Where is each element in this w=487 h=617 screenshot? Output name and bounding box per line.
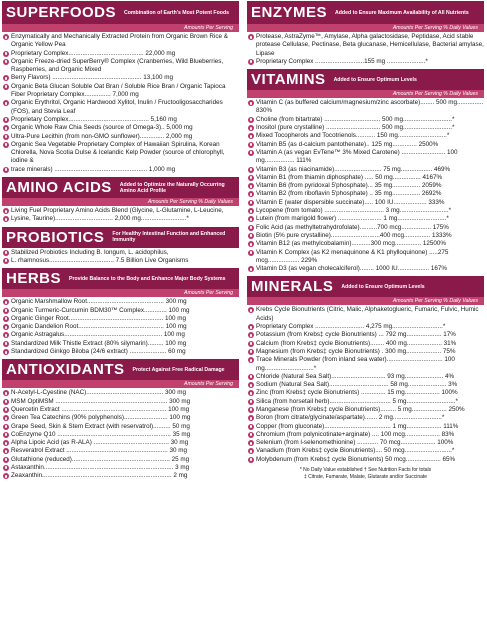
item-text: Organic Marshmallow Root............................................ 300 mg — [11, 298, 187, 306]
item-text: Krebs Cycle Bionutrients (Citric, Malic, Alphaketoglueric, Fumaric, Fulvic, Humic Acids) — [256, 306, 479, 322]
item-text: Folic Acid (as methyltetrahydrofolate)..........700 mcg................. 175% — [256, 223, 449, 231]
list-item — [2, 331, 239, 339]
item-text: Lycopene (from tomato) .................................. 3 mg............................* — [256, 207, 452, 215]
list-item — [247, 215, 484, 223]
bullet-icon — [3, 258, 9, 264]
antioxidants-bar: Amounts Per Serving — [2, 380, 239, 388]
list-item — [247, 306, 484, 323]
item-text: Vitamin D3 (as vegan cholecalciferol)........ 1000 IU.................. 167% — [256, 265, 447, 273]
bullet-icon — [3, 250, 9, 256]
bullet-icon — [3, 457, 9, 463]
vitamins-header — [247, 69, 484, 90]
item-text: Zinc (from Krebs‡ cycle Bionutrients) .............. 15 mg.................... 100% — [256, 389, 458, 397]
list-item — [247, 149, 484, 166]
minerals-title: MINERALS — [251, 278, 334, 296]
bullet-icon — [3, 142, 9, 148]
item-text: Organic Freeze-dried SuperBerry® Complex (Cranberries, Wild Blueberries, Raspberries, and Organic Mixed — [11, 57, 224, 74]
minerals-header — [247, 276, 484, 297]
item-text: Biotin (5% pure crystalline)............................400 mcg............... 1333% — [256, 231, 452, 239]
list-item — [2, 423, 239, 431]
item-text: Protease, AstraZyme™, Amylase, Alpha galactosidase, Peptidase, Acid stable protease Cellulase, Pectinase, Beta glucanase, Hemicellulase, Bacterial amylase, Lipase — [256, 33, 484, 57]
bullet-icon — [3, 59, 9, 65]
bullet-icon — [3, 341, 9, 347]
bullet-icon — [248, 125, 254, 131]
bullet-icon — [3, 51, 9, 57]
list-item — [2, 447, 239, 455]
list-item — [2, 249, 239, 257]
list-item — [2, 472, 239, 480]
item-text: Enzymatically and Mechanically Extracted Protein from Organic Brown Rice & Organic Yellow Pea — [11, 33, 228, 49]
bullet-icon — [248, 59, 254, 65]
bullet-icon — [3, 440, 9, 446]
list-item — [2, 398, 239, 406]
bullet-icon — [248, 241, 254, 247]
item-text: Vitamin B6 (from pyridoxal 5'phosphate)... 35 mg................ 2059% — [256, 182, 442, 190]
bullet-icon — [3, 299, 9, 305]
right-column — [247, 0, 484, 480]
item-text: Organic Erythritol, Organic Hardwood Xylitol, Inulin / Fructooligosaccharides (FOS), and Stevia Leaf — [11, 99, 223, 115]
list-item — [247, 182, 484, 190]
bullet-icon — [248, 432, 254, 438]
bullet-icon — [3, 407, 9, 413]
item-text: Vitamin B2 (from riboflavin 5'phosphate) .. 35 mg................ 2692% — [256, 190, 442, 198]
minerals-subtitle: Added to Ensure Optimum Levels — [341, 283, 425, 290]
vitamins-bar: Amounts Per Serving % Daily Values — [247, 90, 484, 98]
item-text: Glutathione (reduced)........................................................ 25 mg — [11, 455, 190, 463]
bullet-icon — [3, 34, 9, 40]
list-item — [2, 215, 239, 223]
antioxidants-subtitle: Protect Against Free Radical Damage — [132, 366, 225, 373]
bullet-icon — [248, 324, 254, 330]
bullet-icon — [3, 349, 9, 355]
list-item — [247, 381, 484, 389]
bullet-icon — [248, 424, 254, 430]
probiotics-subtitle: For Healthy Intestinal Function and Enhanced Immunity — [112, 231, 226, 244]
herbs-list — [2, 298, 239, 356]
minerals-bar: Amounts Per Serving % Daily Values — [247, 297, 484, 305]
list-item — [247, 124, 484, 132]
probiotics-header — [2, 227, 239, 248]
item-text: Vanadium (from Krebs‡ cycle Bionutrients).... 50 mcg...........................* — [256, 447, 455, 455]
bullet-icon — [248, 208, 254, 214]
list-item — [247, 132, 484, 140]
bullet-icon — [248, 175, 254, 181]
bullet-icon — [248, 440, 254, 446]
enzymes-subtitle: Added to Ensure Maximum Availability of All Nutrients — [335, 9, 469, 16]
bullet-icon — [248, 407, 254, 413]
item-text: Inositol (pure crystalline) ............................... 500 mg............................* — [256, 124, 455, 132]
item-text: Potassium (from Krebs‡ cycle Bionutrients) ... 792 mg.................... 17% — [256, 331, 456, 339]
item-text: Selenium (from l-selenomethionine) ............ 70 mcg.................... 100% — [256, 439, 454, 447]
bullet-icon — [3, 332, 9, 338]
list-item — [247, 373, 484, 381]
enzymes-title: ENZYMES — [251, 4, 328, 21]
bullet-icon — [248, 332, 254, 338]
list-item — [2, 207, 239, 215]
list-item — [2, 141, 239, 166]
list-item — [247, 207, 484, 215]
item-text: Organic Turmeric-Curcumin BDM30™ Complex............. 100 mg — [11, 306, 190, 314]
bullet-icon — [248, 266, 254, 272]
list-item — [2, 340, 239, 348]
enzymes-list — [247, 33, 484, 66]
item-text: L. rhamnosus..................................... 7.5 Billion Live Organisms — [11, 256, 189, 264]
list-item — [247, 348, 484, 356]
bullet-icon — [248, 357, 254, 363]
list-item — [2, 439, 239, 447]
list-item — [2, 464, 239, 472]
minerals-list — [247, 306, 484, 464]
bullet-icon — [3, 448, 9, 454]
item-text: Resveratrol Extract .......................................................... 30 mg — [11, 447, 188, 455]
bullet-icon — [248, 374, 254, 380]
bullet-icon — [248, 382, 254, 388]
bullet-icon — [3, 465, 9, 471]
item-text: CoEnzyme Q10 ................................................................. 35 mg — [11, 430, 191, 438]
bullet-icon — [248, 225, 254, 231]
list-item — [247, 414, 484, 422]
list-item — [2, 307, 239, 315]
list-item — [2, 166, 239, 174]
bullet-icon — [248, 250, 254, 256]
bullet-icon — [248, 341, 254, 347]
item-text: Vitamin B1 (from thiamin diphosphate) ..... 50 mg................ 4167% — [256, 173, 443, 181]
bullet-icon — [248, 457, 254, 463]
bullet-icon — [3, 216, 9, 222]
list-item — [247, 406, 484, 414]
list-item — [2, 124, 239, 132]
item-text: Sodium (Natural Sea Salt).................................. 58 mg...................... 3% — [256, 381, 458, 389]
bullet-icon — [3, 208, 9, 214]
antioxidants-title: ANTIOXIDANTS — [6, 361, 125, 379]
vitamins-list — [247, 99, 484, 273]
list-item — [2, 431, 239, 439]
superfoods-bar: Amounts Per Serving — [2, 24, 239, 32]
item-text: Lysine, Taurine)................................. 2,000 mg..........................* — [11, 215, 189, 223]
bullet-icon — [3, 117, 9, 123]
list-item — [2, 348, 239, 356]
item-text: Quercetin Extract ............................................................ 100 mg — [11, 405, 190, 413]
list-item — [2, 58, 239, 75]
bullet-icon — [248, 216, 254, 222]
bullet-icon — [248, 349, 254, 355]
list-item — [247, 190, 484, 198]
bullet-icon — [248, 133, 254, 139]
item-text: Standardized Milk Thistle Extract (80% silymarin)......... 100 mg — [11, 339, 187, 347]
item-text: Living Fuel Proprietary Amino Acids Blend (Glycine, L-Glutamine, L-Leucine, — [11, 207, 224, 215]
superfoods-list — [2, 33, 239, 174]
bullet-icon — [248, 307, 254, 313]
item-text: Silica (from horsetail herb)................................... 5 mg............................* — [256, 397, 458, 405]
footnote-2: ‡ Citrate, Fumarate, Malate, Glutarate and/or Succinate — [303, 474, 428, 481]
list-item — [247, 58, 484, 66]
item-text: MSM OptiMSM ................................................................ 300 mg — [11, 397, 191, 405]
item-text: Organic Beta Glucan Soluble Oat Bran / Soluble Rice Bran / Organic Tapioca Fiber Proprietary Complex............... 7,000 mg — [11, 82, 226, 99]
list-item — [247, 240, 484, 248]
item-text: Vitamin E (water dispersible succinate)..... 100 IU................... 333% — [256, 198, 445, 206]
list-item — [247, 199, 484, 207]
item-text: Vitamin K Complex (as K2 menaquinone & K1 phylloquinone) .....275 mcg.................. 229% — [256, 248, 449, 264]
item-text: Astaxanthin.......................................................................... 3 mg — [11, 463, 190, 471]
antioxidants-list — [2, 389, 239, 480]
item-text: Zeaxanthin.......................................................................... 2 mg — [11, 472, 188, 480]
bullet-icon — [3, 473, 9, 479]
bullet-icon — [248, 183, 254, 189]
item-text: Chromium (from polynicotinate+arginate) .... 100 mcg.................... 83% — [256, 430, 455, 438]
bullet-icon — [248, 117, 254, 123]
list-item — [247, 340, 484, 348]
amino-subtitle: Added to Optimize the Naturally Occurring Amino Acid Profile — [119, 181, 225, 194]
bullet-icon — [3, 167, 9, 173]
amino-title: AMINO ACIDS — [6, 179, 112, 197]
item-text: Standardized Ginkgo Biloba (24/6 extract) ..................... 60 mg — [11, 348, 186, 356]
item-text: Vitamin A (as vegan EvTene™ 3% Mixed Carotene) ......................... 100 mg................. 111% — [256, 148, 458, 165]
bullet-icon — [3, 316, 9, 322]
enzymes-header — [247, 1, 484, 24]
bullet-icon — [3, 100, 9, 106]
item-text: Organic Dandelion Root................................................. 100 mg — [11, 323, 187, 331]
list-item — [247, 389, 484, 397]
list-item — [2, 406, 239, 414]
superfoods-header — [2, 1, 239, 24]
bullet-icon — [248, 191, 254, 197]
list-item — [247, 456, 484, 464]
amino-bar: Amounts Per Serving % Daily Values — [2, 198, 239, 206]
list-item — [2, 116, 239, 124]
list-item — [2, 298, 239, 306]
bullet-icon — [3, 424, 9, 430]
footnote-1: * No Daily Value established † See Nutrition Facts for totals — [299, 467, 432, 474]
bullet-icon — [3, 308, 9, 314]
item-text: Calcium (from Krebs‡ cycle Bionutrients)........ 400 mg.................... 31% — [256, 339, 457, 347]
herbs-subtitle: Provide Balance to the Body and Enhance Major Body Systems — [69, 275, 226, 282]
list-item — [247, 323, 484, 331]
list-item — [247, 33, 484, 58]
bullet-icon — [3, 399, 9, 405]
antioxidants-header — [2, 359, 239, 380]
item-text: Mixed Tocopherols and Tocotrienols........... 150 mg............................* — [256, 132, 450, 140]
amino-header — [2, 177, 239, 198]
bullet-icon — [248, 200, 254, 206]
bullet-icon — [3, 84, 9, 90]
list-item — [247, 116, 484, 124]
herbs-bar: Amounts Per Serving — [2, 289, 239, 297]
item-text: Proprietary Complex........................................... 22,000 mg — [11, 49, 176, 57]
list-item — [247, 265, 484, 273]
superfoods-subtitle: Combination of Earth's Most Potent Foods — [124, 9, 229, 16]
item-text: Molybdenum (from Krebs‡ cycle Bionutrients) 50 mcg.................... 65% — [256, 455, 456, 463]
list-item — [2, 456, 239, 464]
bullet-icon — [248, 390, 254, 396]
herbs-header — [2, 268, 239, 289]
item-text: N-Acetyl-L-Cyestine (NAC)............................................ 300 mg — [11, 389, 186, 397]
list-item — [247, 166, 484, 174]
item-text: Organic Astragalus........................................................ 100 mg — [11, 331, 185, 339]
list-item — [2, 257, 239, 265]
vitamins-subtitle: Added to Ensure Optimum Levels — [333, 76, 417, 83]
item-text: Vitamin B5 (as d-calcium pantothenate).. 125 mg.............. 2500% — [256, 140, 439, 148]
bullet-icon — [248, 142, 254, 148]
bullet-icon — [3, 75, 9, 81]
item-text: Organic Sea Vegetable Proprietary Complex of Hawaiian Spirulina, Korean Chlorella, Nova Scotia Dulse & Icelandic Kelp Powder (source of chlorophyll, iodine & — [11, 140, 225, 165]
item-text: Stabilized Probiotics Including B. longum, L. acidophilus, — [11, 248, 169, 256]
list-item — [247, 398, 484, 406]
list-item — [247, 141, 484, 149]
item-text: Organic Whole Raw Chia Seeds (source of Omega-3).. 5,000 mg — [11, 124, 193, 132]
list-item — [247, 174, 484, 182]
item-text: Alpha Lipoic Acid (as R-ALA) ........................................... 30 mg — [11, 439, 189, 447]
bullet-icon — [3, 432, 9, 438]
left-column — [2, 0, 239, 484]
item-text: Trace Minerals Powder (from inland sea water)................................ 100 mg............................* — [256, 356, 455, 372]
amino-list — [2, 207, 239, 224]
item-text: Vitamin B3 (as niacinamide)........................... 75 mg.................. 469% — [256, 165, 451, 173]
item-text: Proprietary Complex ............................155 mg ......................* — [256, 57, 428, 65]
herbs-title: HERBS — [6, 270, 62, 288]
item-text: Vitamin B12 (as methylcobalamin)...........300 mcg............... 12500% — [256, 240, 446, 248]
bullet-icon — [3, 125, 9, 131]
list-item — [2, 33, 239, 50]
item-text: Ultra-Pure Lecithin (from non-GMO sunflower).............. 2,000 mg — [11, 132, 193, 140]
bullet-icon — [248, 399, 254, 405]
bullet-icon — [248, 167, 254, 173]
list-item — [247, 423, 484, 431]
list-item — [2, 315, 239, 323]
item-text: Choline (from bitartrate) ................................ 500 mg............................* — [256, 115, 455, 123]
item-text: Lutein (from marigold flower) ......................... 1 mg............................* — [256, 215, 449, 223]
bullet-icon — [3, 415, 9, 421]
item-text: Magnesium (from Krebs‡ cycle Bionutrients) . 300 mg.................... 75% — [256, 347, 456, 355]
vitamins-title: VITAMINS — [251, 71, 326, 89]
list-item — [247, 439, 484, 447]
list-item — [247, 99, 484, 116]
list-item — [247, 356, 484, 373]
probiotics-title: PROBIOTICS — [6, 228, 105, 246]
bullet-icon — [3, 134, 9, 140]
bullet-icon — [248, 415, 254, 421]
bullet-icon — [248, 233, 254, 239]
list-item — [2, 323, 239, 331]
list-item — [2, 133, 239, 141]
list-item — [2, 389, 239, 397]
list-item — [247, 331, 484, 339]
bullet-icon — [3, 390, 9, 396]
list-item — [2, 74, 239, 82]
item-text: Grape Seed, Skin & Stem Extract (with reservatrol).......... 50 mg — [11, 422, 190, 430]
item-text: Chloride (Natural Sea Salt)............................... 93 mg...................... 4% — [256, 372, 455, 380]
bullet-icon — [248, 150, 254, 156]
item-text: Copper (from gluconate)...................................... 1 mg.................... 111% — [256, 422, 459, 430]
enzymes-bar: Amounts Per Serving % Daily Values — [247, 24, 484, 32]
item-text: Proprietary Complex ............................ 4,275 mg.............................* — [256, 323, 446, 331]
list-item — [2, 83, 239, 100]
item-text: Vitamin C (as buffered calcium/magnesium/zinc ascorbate)........ 500 mg............... 830% — [256, 99, 484, 115]
item-text: Proprietary Complex.............................................. 5,160 mg — [11, 115, 177, 123]
bullet-icon — [248, 100, 254, 106]
item-text: Manganese (from Krebs‡ cycle Bionutrients)......... 5 mg.................... 250% — [256, 405, 465, 413]
list-item — [247, 431, 484, 439]
list-item — [2, 50, 239, 58]
item-text: Organic Ginger Root...................................................... 100 mg — [11, 314, 186, 322]
list-item — [247, 224, 484, 232]
bullet-icon — [3, 324, 9, 330]
list-item — [247, 249, 484, 266]
bullet-icon — [248, 34, 254, 40]
list-item — [247, 232, 484, 240]
list-item — [2, 414, 239, 422]
item-text: trace minerals) ..................................................... 1,000 mg — [11, 165, 176, 173]
superfoods-title: SUPERFOODS — [6, 4, 117, 21]
item-text: Berry Flavors) ................................................... 13,100 mg — [11, 74, 174, 82]
list-item — [247, 447, 484, 455]
probiotics-list — [2, 249, 239, 266]
bullet-icon — [248, 448, 254, 454]
list-item — [2, 99, 239, 116]
item-text: Green Tea Catechins (90% polyphenols)......................... 100 mg — [11, 414, 191, 422]
item-text: Boron (from citrate/glycinate/aspartate)....... 2 mg............................* — [256, 414, 445, 422]
